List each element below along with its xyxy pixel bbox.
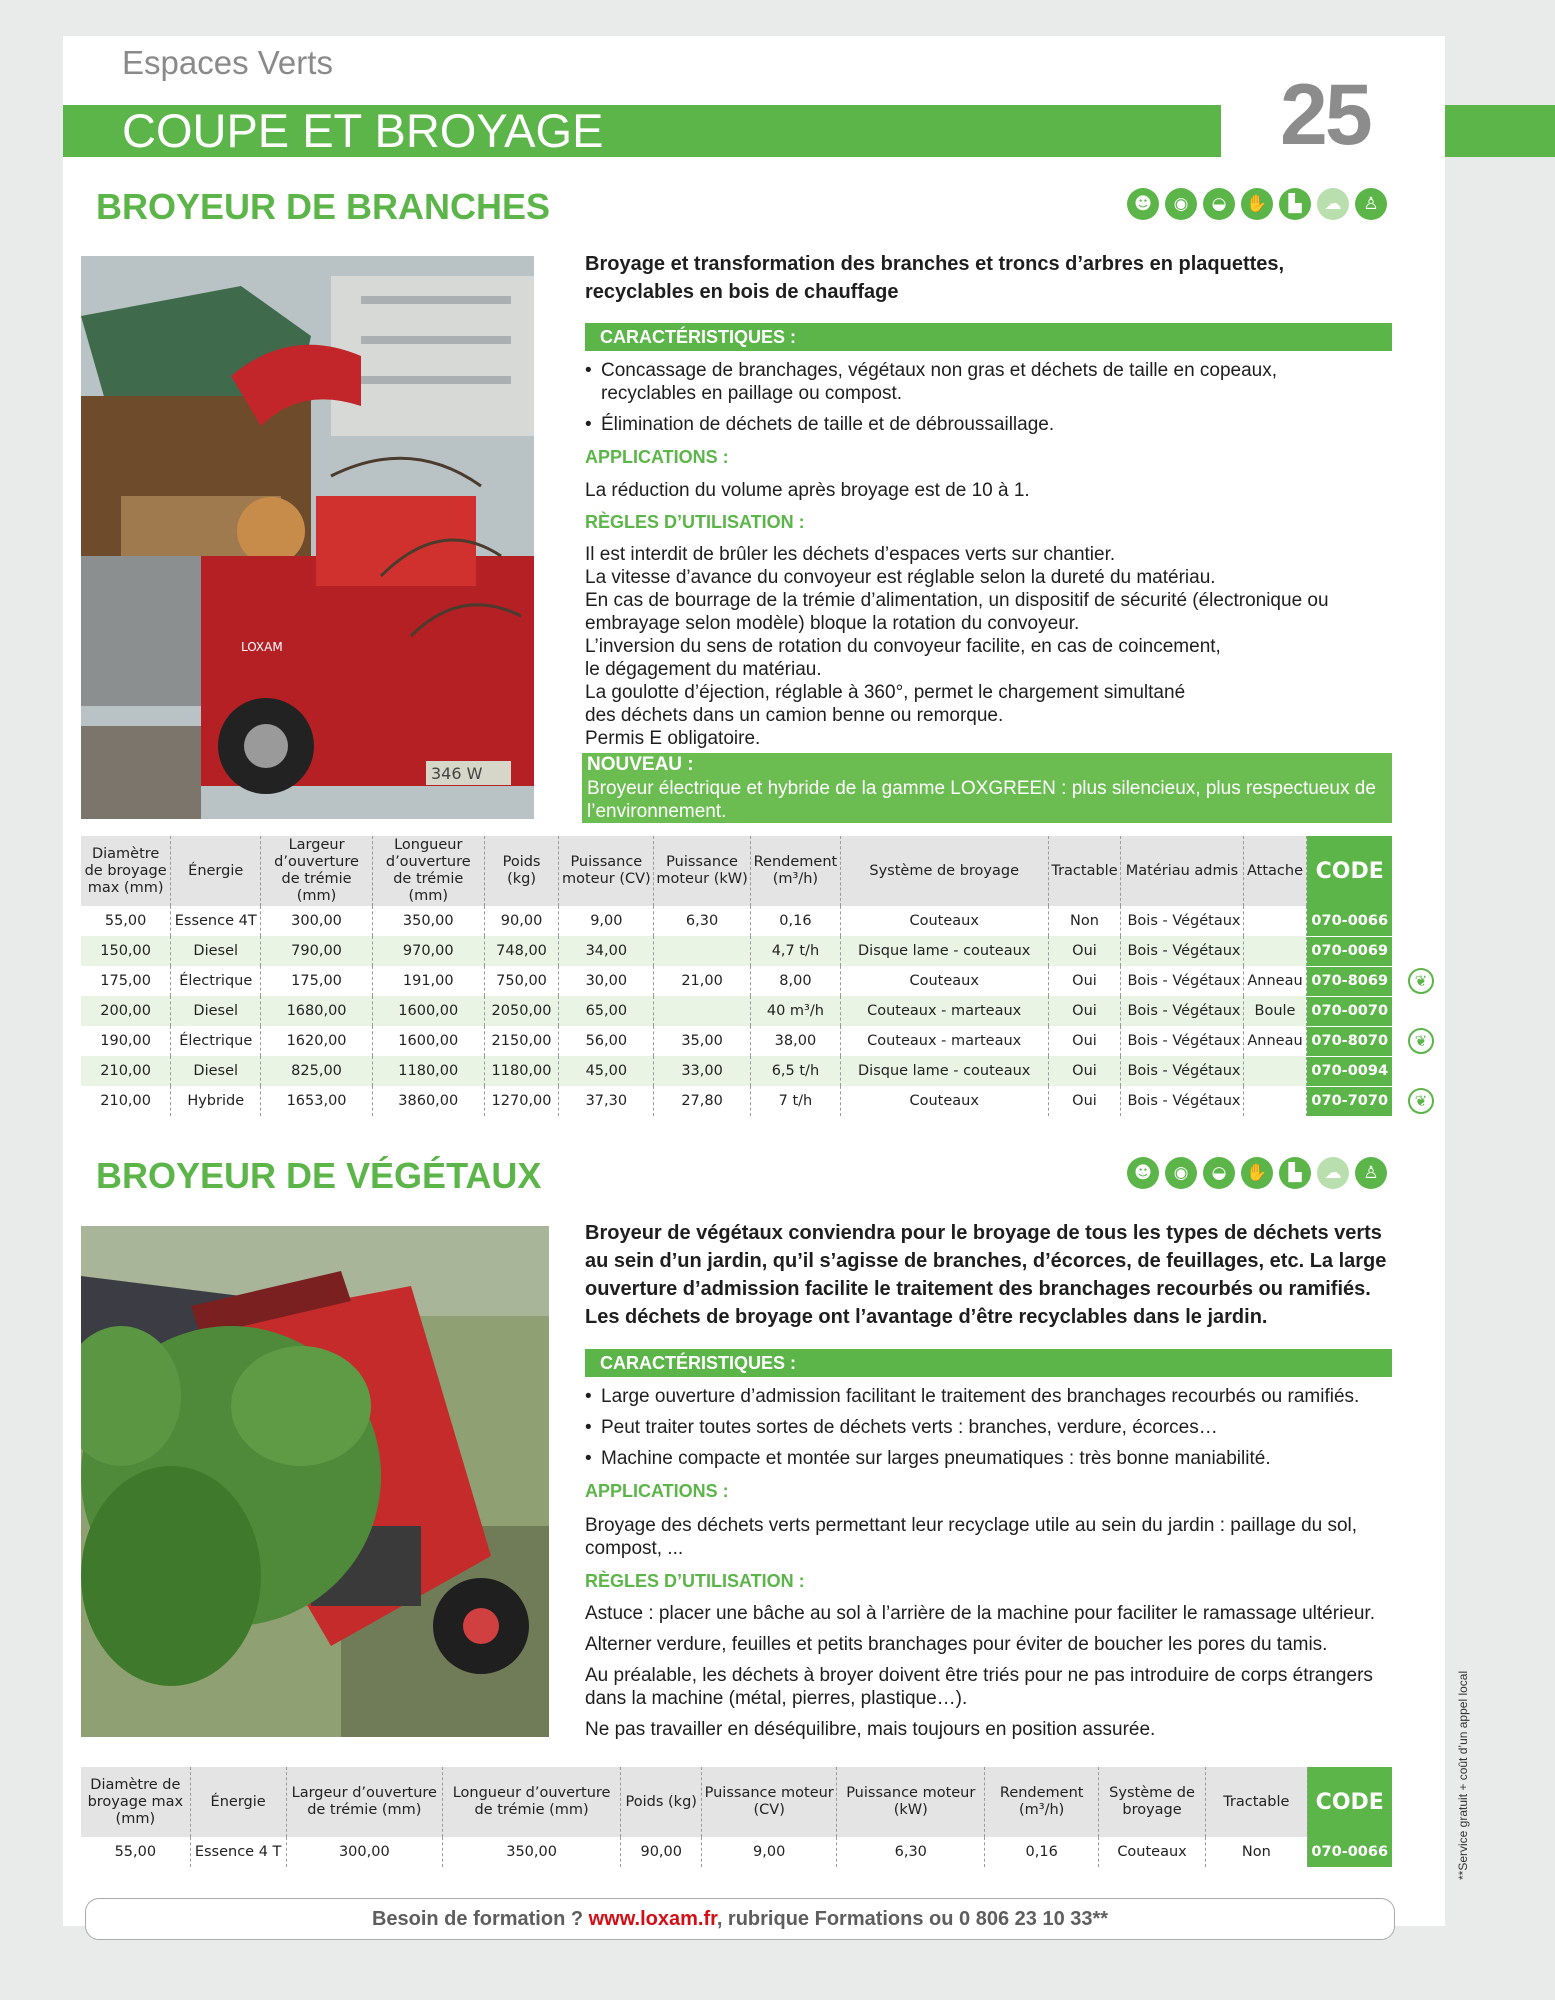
table-cell: 790,00 — [261, 936, 373, 966]
table-header-row: Diamètre de broyage max (mm) Énergie Largeur d’ouverture de trémie (mm) Longueur d’ouverture de trémie (mm) Poids (kg) Puissance moteur (CV) Puissance moteur (kW) Rendement (m³/h) Système de broyage Tractable CODE — [81, 1767, 1392, 1837]
table-cell: Bois - Végétaux — [1121, 906, 1243, 936]
table-cell: Couteaux — [1098, 1837, 1205, 1867]
table-cell: 6,30 — [837, 1837, 985, 1867]
footer-prefix: Besoin de formation ? — [371, 1908, 584, 1930]
table-cell: Bois - Végétaux — [1121, 966, 1243, 996]
table-row — [81, 906, 1392, 936]
table-cell: 1620,00 — [261, 1026, 373, 1056]
table-cell: 6,5 t/h — [750, 1056, 840, 1086]
table-cell: Oui — [1048, 1056, 1121, 1086]
branches-caracteristique-1: • Concassage de branchages, végétaux non gras et déchets de taille en copeaux, recyclables en paillage ou compost. — [585, 360, 1278, 404]
table-cell: 38,00 — [750, 1026, 840, 1056]
vegetaux-ppe-icons — [1127, 1157, 1387, 1189]
nouveau-banner — [582, 753, 1392, 823]
table-cell: 350,00 — [443, 1837, 621, 1867]
table-cell: Oui — [1048, 1086, 1121, 1116]
table-cell: 0,16 — [750, 906, 840, 936]
table-cell: 27,80 — [654, 1086, 751, 1116]
table-cell — [654, 936, 751, 966]
table-row — [81, 936, 1392, 966]
product-code: 070-7070 — [1307, 1086, 1392, 1116]
branches-ppe-icons — [1127, 188, 1387, 220]
table-cell: 175,00 — [81, 966, 171, 996]
gloves-icon: ✋ — [1241, 188, 1273, 220]
mask-icon: ☁ — [1317, 188, 1349, 220]
table-cell: 21,00 — [654, 966, 751, 996]
table-cell: 210,00 — [81, 1086, 171, 1116]
bullet-icon: • — [585, 1417, 592, 1438]
vegetaux-caracteristique-3: • Machine compacte et montée sur larges pneumatiques : très bonne maniabilité. — [585, 1448, 1271, 1469]
branches-title: BROYEUR DE BRANCHES — [96, 186, 551, 227]
vegetaux-regle-1: Astuce : placer une bâche au sol à l’arrière de la machine pour faciliter le ramassage ultérieur. — [585, 1603, 1375, 1624]
table-cell — [1243, 936, 1307, 966]
eco-leaf-icon: ❦ — [1408, 1088, 1434, 1114]
vegetaux-title: BROYEUR DE VÉGÉTAUX — [96, 1155, 542, 1196]
table-cell — [1243, 1086, 1307, 1116]
table-cell: 3860,00 — [372, 1086, 484, 1116]
table-cell: Couteaux — [840, 966, 1048, 996]
section-label: Espaces Verts — [122, 44, 333, 81]
vegetaux-caracteristique-1: • Large ouverture d’admission facilitant le traitement des branchages recourbés ou ramifiés. — [585, 1386, 1360, 1407]
table-cell: Diesel — [171, 1056, 261, 1086]
bullet-icon: • — [585, 1448, 592, 1469]
product-code: 070-0094 — [1307, 1056, 1392, 1086]
table-cell: Bois - Végétaux — [1121, 1056, 1243, 1086]
table-cell: 1680,00 — [261, 996, 373, 1026]
garden-shredder-illustration — [81, 1226, 549, 1737]
bullet-icon: • — [585, 414, 592, 435]
branches-table-body — [81, 906, 1392, 1116]
table-row — [81, 1056, 1392, 1086]
table-cell: Bois - Végétaux — [1121, 1086, 1243, 1116]
table-cell: 9,00 — [559, 906, 654, 936]
vegetaux-caracteristiques-label: CARACTÉRISTIQUES : — [585, 1349, 1392, 1377]
product-code: 070-0070 — [1307, 996, 1392, 1026]
product-code: 070-0066 — [1307, 1837, 1392, 1867]
product-code: 070-0069 — [1307, 936, 1392, 966]
vegetaux-regles-label: RÈGLES D’UTILISATION : — [585, 1571, 805, 1591]
table-cell: 191,00 — [372, 966, 484, 996]
vegetaux-regle-3: Au préalable, les déchets à broyer doivent être triés pour ne pas introduire de corps étrangers dans la machine (métal, pierres, plastique…). — [585, 1665, 1373, 1709]
table-cell: Couteaux - marteaux — [840, 996, 1048, 1026]
table-cell: 65,00 — [559, 996, 654, 1026]
table-cell: 90,00 — [484, 906, 559, 936]
svg-text:LOXAM: LOXAM — [241, 640, 283, 654]
table-cell: Anneau — [1243, 1026, 1307, 1056]
table-cell: 175,00 — [261, 966, 373, 996]
table-cell: Couteaux — [840, 1086, 1048, 1116]
table-cell: Bois - Végétaux — [1121, 1026, 1243, 1056]
table-cell: Non — [1206, 1837, 1307, 1867]
table-cell: Diesel — [171, 936, 261, 966]
table-cell: 33,00 — [654, 1056, 751, 1086]
table-cell: Essence 4 T — [190, 1837, 286, 1867]
branches-intro: Broyage et transformation des branches et troncs d’arbres en plaquettes, recyclables en bois de chauffage — [585, 253, 1285, 303]
table-cell: 34,00 — [559, 936, 654, 966]
boots-icon: ▙ — [1279, 188, 1311, 220]
table-cell: 1270,00 — [484, 1086, 559, 1116]
table-cell: 9,00 — [702, 1837, 837, 1867]
product-code: 070-8070 — [1307, 1026, 1392, 1056]
vegetaux-caracteristique-2: • Peut traiter toutes sortes de déchets verts : branches, verdure, écorces… — [585, 1417, 1218, 1438]
table-header-row: Diamètre de broyage max (mm) Énergie Largeur d’ouverture de trémie (mm) Longueur d’ouverture de trémie (mm) Poids (kg) Puissance moteur (CV) Puissance moteur (kW) Rendement (m³/h) Système de broyage Tractable Matériau admis Attache CODE — [81, 836, 1392, 906]
nouveau-label: NOUVEAU : — [587, 754, 694, 775]
vegetaux-applications-label: APPLICATIONS : — [585, 1481, 729, 1501]
table-cell: Anneau — [1243, 966, 1307, 996]
table-cell: 40 m³/h — [750, 996, 840, 1026]
table-cell: 1653,00 — [261, 1086, 373, 1116]
table-cell: 1600,00 — [372, 1026, 484, 1056]
table-cell: Disque lame - couteaux — [840, 936, 1048, 966]
vegetaux-applications-text: Broyage des déchets verts permettant leur recyclage utile au sein du jardin : paillage du sol, compost, ... — [585, 1515, 1358, 1559]
table-cell: Boule — [1243, 996, 1307, 1026]
table-cell: 90,00 — [621, 1837, 702, 1867]
table-cell: Couteaux — [840, 906, 1048, 936]
mask-icon: ☁ — [1317, 1157, 1349, 1189]
earplug-icon: ☻ — [1127, 1157, 1159, 1189]
footer-url-link[interactable]: www.loxam.fr — [588, 1908, 717, 1930]
table-cell: 45,00 — [559, 1056, 654, 1086]
table-row — [81, 1026, 1392, 1056]
table-cell: 1600,00 — [372, 996, 484, 1026]
helmet-icon: ◒ — [1203, 188, 1235, 220]
table-cell: Oui — [1048, 996, 1121, 1026]
ear-muffs-icon: ◉ — [1165, 188, 1197, 220]
table-cell: 150,00 — [81, 936, 171, 966]
nouveau-text: Broyeur électrique et hybride de la gamme LOXGREEN : plus silencieux, plus respectueux de l’environnement. — [587, 778, 1376, 822]
table-cell: Disque lame - couteaux — [840, 1056, 1048, 1086]
table-cell: 4,7 t/h — [750, 936, 840, 966]
table-cell: Électrique — [171, 1026, 261, 1056]
wood-chipper-illustration — [81, 256, 534, 819]
license-plate: 346 W — [431, 764, 483, 783]
table-cell: Bois - Végétaux — [1121, 996, 1243, 1026]
bullet-icon: • — [585, 360, 592, 381]
vegetaux-intro: Broyeur de végétaux conviendra pour le broyage de tous les types de déchets verts au sein d’un jardin, qu’il s’agisse de branches, d’écorces, de feuillages, etc. La large ouverture d’admission facilite le traitement des branchages recourbés ou ramifiés. Les déchets de broyage ont l’avantage d’être recyclables dans le jardin. — [585, 1222, 1387, 1328]
branches-applications-text: La réduction du volume après broyage est de 10 à 1. — [585, 480, 1030, 501]
branches-regles-text: Il est interdit de brûler les déchets d’espaces verts sur chantier. La vitesse d’avance du convoyeur est réglable selon la dureté du matériau. En cas de bourrage de la trémie d’alimentation, un dispositif de sécurité (électronique ou embrayage selon modèle) bloque la rotation du convoyeur. L’inversion du sens de rotation du convoyeur facilite, en cas de coincement, le dégagement du matériau. La goulotte d’éjection, réglable à 360°, permet le chargement simultané des déchets dans un camion benne ou remorque. Permis E obligatoire. — [585, 544, 1329, 749]
branches-caracteristiques-label: CARACTÉRISTIQUES : — [585, 323, 1392, 351]
page-title: COUPE ET BROYAGE — [122, 104, 604, 157]
branches-spec-table — [81, 836, 1392, 1117]
table-cell: 6,30 — [654, 906, 751, 936]
vest-icon: ♙ — [1355, 1157, 1387, 1189]
table-cell: 37,30 — [559, 1086, 654, 1116]
table-cell: 55,00 — [81, 906, 171, 936]
table-cell: Bois - Végétaux — [1121, 936, 1243, 966]
table-cell: 1180,00 — [372, 1056, 484, 1086]
table-cell: Couteaux - marteaux — [840, 1026, 1048, 1056]
branches-applications-label: APPLICATIONS : — [585, 447, 729, 467]
table-cell: 210,00 — [81, 1056, 171, 1086]
table-cell: 2050,00 — [484, 996, 559, 1026]
ear-muffs-icon: ◉ — [1165, 1157, 1197, 1189]
vest-icon: ♙ — [1355, 188, 1387, 220]
eco-leaf-icon: ❦ — [1408, 1028, 1434, 1054]
table-cell — [1243, 906, 1307, 936]
vegetaux-table-body — [81, 1837, 1392, 1867]
table-row — [81, 966, 1392, 996]
vegetaux-spec-table — [81, 1767, 1392, 1868]
table-cell: 825,00 — [261, 1056, 373, 1086]
table-cell: 30,00 — [559, 966, 654, 996]
vegetaux-photo — [81, 1226, 549, 1737]
branches-caracteristique-2: • Élimination de déchets de taille et de débroussaillage. — [585, 414, 1055, 435]
table-row — [81, 1086, 1392, 1116]
footer-training-banner — [85, 1898, 1395, 1940]
table-cell: Oui — [1048, 966, 1121, 996]
table-cell: Oui — [1048, 936, 1121, 966]
bullet-icon: • — [585, 1386, 592, 1407]
table-cell — [654, 996, 751, 1026]
table-cell: 2150,00 — [484, 1026, 559, 1056]
table-cell: 0,16 — [985, 1837, 1098, 1867]
vegetaux-regle-2: Alterner verdure, feuilles et petits branchages pour éviter de boucher les pores du tamis. — [585, 1634, 1328, 1655]
table-cell: 35,00 — [654, 1026, 751, 1056]
table-cell: 200,00 — [81, 996, 171, 1026]
eco-leaf-icon: ❦ — [1408, 968, 1434, 994]
table-cell: 300,00 — [286, 1837, 443, 1867]
table-cell: 350,00 — [372, 906, 484, 936]
table-cell: 748,00 — [484, 936, 559, 966]
table-cell: 300,00 — [261, 906, 373, 936]
product-code: 070-0066 — [1307, 906, 1392, 936]
table-cell: Oui — [1048, 1026, 1121, 1056]
table-cell: 970,00 — [372, 936, 484, 966]
table-cell: Essence 4T — [171, 906, 261, 936]
earplug-icon: ☻ — [1127, 188, 1159, 220]
footer-suffix: , rubrique Formations ou 0 806 23 10 33** — [716, 1908, 1109, 1930]
vegetaux-regle-4: Ne pas travailler en déséquilibre, mais toujours en position assurée. — [585, 1719, 1156, 1740]
table-cell: Hybride — [171, 1086, 261, 1116]
table-cell: Non — [1048, 906, 1121, 936]
table-cell: 7 t/h — [750, 1086, 840, 1116]
branches-photo — [81, 256, 534, 819]
table-cell: Diesel — [171, 996, 261, 1026]
table-cell: 8,00 — [750, 966, 840, 996]
table-cell: 750,00 — [484, 966, 559, 996]
table-cell: Électrique — [171, 966, 261, 996]
gloves-icon: ✋ — [1241, 1157, 1273, 1189]
table-cell — [1243, 1056, 1307, 1086]
branches-regles-label: RÈGLES D’UTILISATION : — [585, 512, 805, 532]
table-cell: 190,00 — [81, 1026, 171, 1056]
helmet-icon: ◒ — [1203, 1157, 1235, 1189]
table-row — [81, 996, 1392, 1026]
table-cell: 56,00 — [559, 1026, 654, 1056]
title-bar-tab — [1445, 105, 1555, 157]
product-code: 070-8069 — [1307, 966, 1392, 996]
table-row — [81, 1837, 1392, 1867]
table-cell: 1180,00 — [484, 1056, 559, 1086]
page-number: 25 — [1280, 67, 1370, 163]
boots-icon: ▙ — [1279, 1157, 1311, 1189]
table-cell: 55,00 — [81, 1837, 190, 1867]
side-note: **Service gratuit + coût d’un appel local — [1456, 1670, 1470, 1880]
